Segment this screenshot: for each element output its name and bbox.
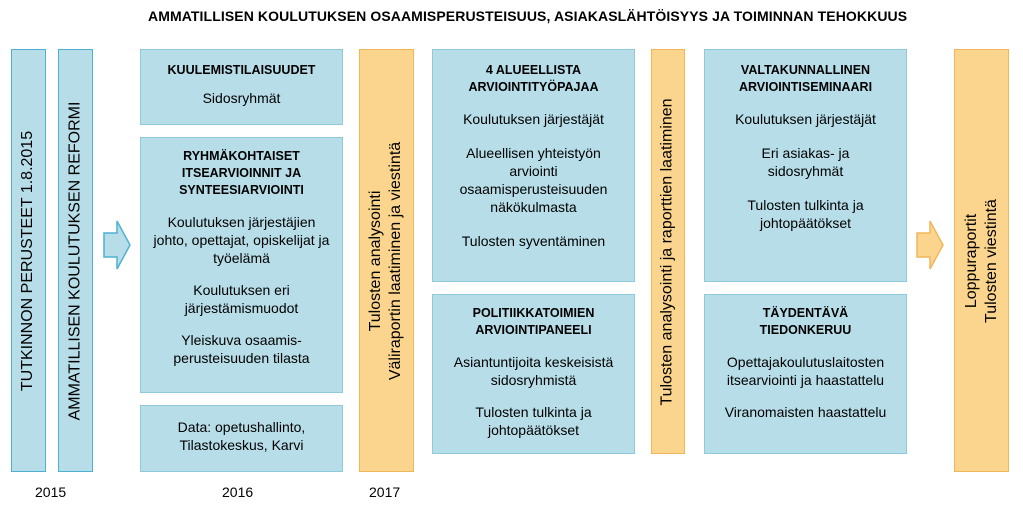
orange-label-line: Väliraportin laatiminen ja viestintä	[387, 141, 405, 380]
box-text: Yleiskuva osaamis-perusteisuuden tilasta	[173, 332, 310, 366]
column-loppuraportit-label	[962, 199, 1002, 323]
column-reformi-label: AMMATILLISEN KOULUTUKSEN REFORMI	[66, 101, 84, 420]
year-label-2015: 2015	[35, 484, 67, 500]
box-heading-line: TIEDONKERUU	[759, 323, 852, 337]
box-arviointiseminaari	[704, 49, 907, 282]
box-heading-line: TÄYDENTÄVÄ	[762, 306, 849, 320]
box-heading-line: VALTAKUNNALLINEN	[740, 63, 871, 77]
box-text: Data: opetushallinto, Tilastokeskus, Karvi	[177, 419, 306, 453]
box-alueelliset-tyopajat	[432, 49, 635, 282]
column-tutkinnon-perusteet	[11, 49, 46, 472]
box-text: Koulutuksen eri järjestämismuodot	[184, 282, 299, 316]
box-heading-line: ARVIOINTISEMINAARI	[738, 80, 873, 94]
column-raporttien-laatiminen-label: Tulosten analysointi ja raporttien laatiminen	[659, 97, 677, 406]
column-tulosten-analysointi-label	[367, 141, 407, 379]
orange-label-line: Tulosten viestintä	[982, 198, 1000, 323]
box-text: Viranomaisten haastattelu	[724, 404, 887, 420]
box-heading-line: 4 ALUEELLISTA	[485, 63, 582, 77]
box-heading: KUULEMISTILAISUUDET	[167, 63, 316, 77]
box-text: Koulutuksen järjestäjien johto, opettajat, opiskelijat ja työelämä	[153, 214, 330, 266]
year-label-2016: 2016	[222, 484, 254, 500]
year-label-2017: 2017	[369, 484, 401, 500]
box-text: Alueellisen yhteistyön arviointi osaamisperusteisuuden näkökulmasta	[459, 145, 608, 215]
box-heading-line: POLITIIKKATOIMIEN	[472, 306, 595, 320]
box-text: Sidosryhmät	[202, 90, 281, 106]
box-arviointipaneeli	[432, 294, 635, 454]
box-heading-line: ARVIOINTITYÖPAJAA	[468, 80, 599, 94]
diagram-title: AMMATILLISEN KOULUTUKSEN OSAAMISPERUSTEISUUS, ASIAKASLÄHTÖISYYS JA TOIMINNAN TEHOKKUUS	[148, 8, 908, 24]
box-data	[140, 405, 343, 472]
box-text: Asiantuntijoita keskeisistä sidosryhmistä	[453, 354, 614, 388]
orange-label-line: Tulosten analysointi	[367, 190, 385, 331]
arrow-right-icon	[916, 220, 944, 270]
box-ryhmakohtaiset	[140, 137, 343, 393]
box-heading-line: ITSEARVIOINNIT JA	[181, 166, 302, 180]
box-text: Opettajakoulutuslaitosten itsearviointi ja haastattelu	[726, 354, 885, 388]
box-text: Tulosten tulkinta ja johtopäätökset	[747, 197, 864, 231]
column-loppuraportit	[954, 49, 1009, 472]
box-text: Koulutuksen järjestäjät	[463, 111, 604, 127]
box-taydentava-tiedonkeruu	[704, 294, 907, 454]
column-raporttien-laatiminen	[651, 49, 685, 454]
orange-label-line: Loppuraportit	[962, 213, 980, 308]
box-text: Tulosten syventäminen	[461, 233, 606, 249]
box-kuulemistilaisuudet	[140, 49, 343, 125]
box-heading-line: RYHMÄKOHTAISET	[183, 149, 300, 163]
box-text: Tulosten tulkinta ja johtopäätökset	[475, 404, 592, 438]
column-tulosten-analysointi	[359, 49, 414, 472]
box-heading-line: ARVIOINTIPANEELI	[475, 323, 592, 337]
box-text: Eri asiakas- ja sidosryhmät	[761, 145, 850, 179]
box-heading-line: SYNTEESIARVIOINTI	[179, 183, 304, 197]
arrow-right-icon	[103, 220, 131, 270]
column-tutkinnon-perusteet-label: TUTKINNON PERUSTEET 1.8.2015	[19, 130, 37, 391]
box-text: Koulutuksen järjestäjät	[735, 111, 876, 127]
column-reformi	[58, 49, 93, 472]
